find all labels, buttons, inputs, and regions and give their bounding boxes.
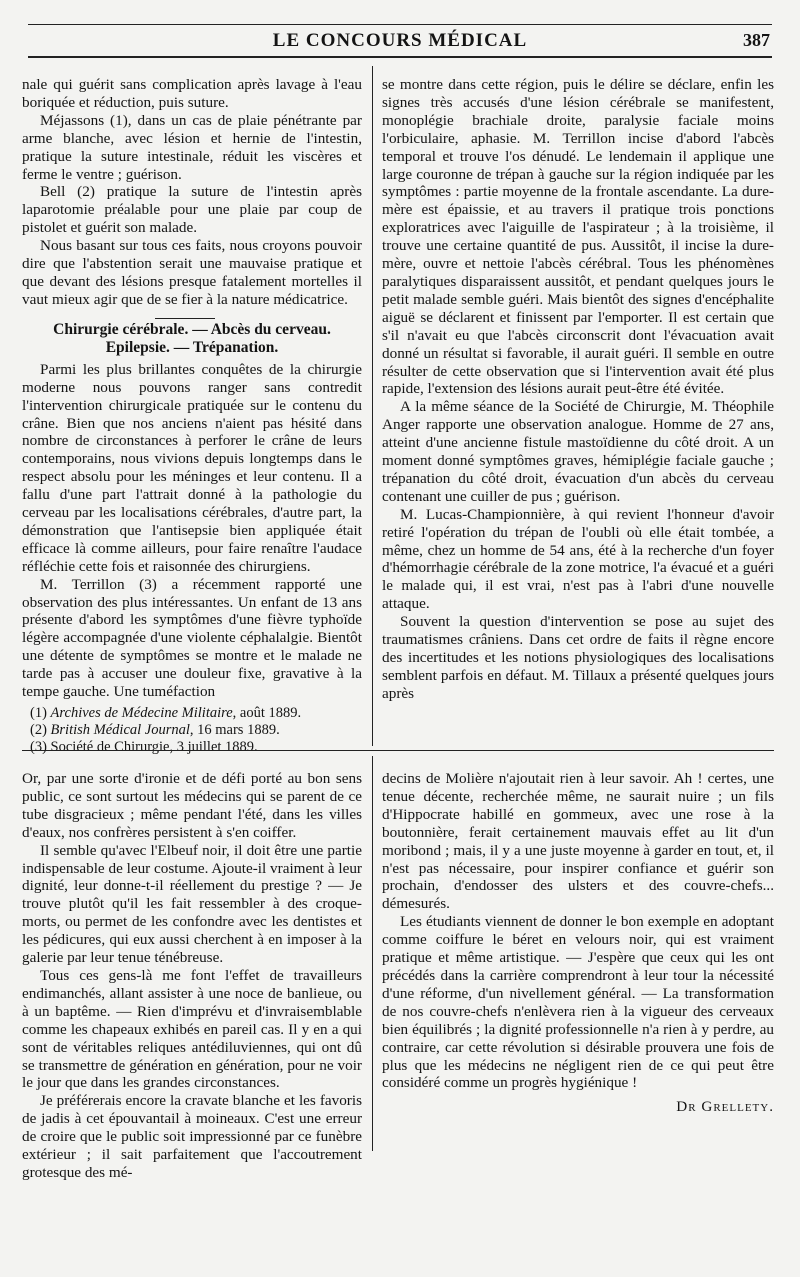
bottom-right-column (382, 770, 774, 1116)
paragraph: A la même séance de la Société de Chirurgie, M. Théophile Anger rapporte une observation analogue. Homme de 27 ans, atteint d'une ancienne fistule mastoïdienne du côté droit. A un moment donné symptômes graves, hémiplégie faciale gauche ; trépanation du côté droit, évacuation d'un abcès du cerveau contenant une cuiller de pus ; guérison. (382, 398, 774, 505)
paragraph: Tous ces gens-là me font l'effet de travailleurs endimanchés, allant assister à une noce de banlieue, ou à un baptême. — Rien d'imprévu et d'invraisemblable comme les chapeaux exhibés en pareil cas. Il y en a qui sont de véritables reliques antédiluviennes, qui ont dû se transmettre de génération en génération, pour ne voir le jour que dans les grandes circonstances. (22, 966, 362, 1092)
footnote-2 (22, 722, 362, 739)
footnote-1 (22, 705, 362, 722)
section-title-line: Chirurgie cérébrale. — Abcès du cerveau. (53, 320, 331, 338)
paragraph: Les étudiants viennent de donner le bon exemple en adoptant comme coiffure le béret en velours noir, qui est vraiment pratique et même artistique. — J'espère que ceux qui les ont précédés dans la carrière comprendront à leur tour la nécessité d'une réforme, d'un nivellement général. — La transformation de nos couvre-chefs n'enlèvera rien à la vigueur des cerveaux bien équilibrés ; la dignité professionnelle n'a rien à y perdre, au contraire, car cette révolution si désirable prouvera une fois de plus que les médecins ne négligent rien de ce qui peut être considéré comme un progrès hygiénique ! (382, 913, 774, 1092)
paragraph: se montre dans cette région, puis le délire se déclare, enfin les signes très accusés d'une lésion cérébrale se manifestent, monoplégie brachiale droite, paralysie faciale moins l'orbiculaire, aphasie. M. Terrillon incise d'abord l'abcès temporal et trouve l'os dénudé. Le lendemain il applique une large couronne de trépan à gauche sur la région indiquée par les symptômes : partie moyenne de la frontale ascendante. La dure-mère est épaissie, et au travers il pratique trois ponctions exploratrices avec l'aiguille de l'aspirateur ; à la troisième, il trouve une certaine quantité de pus. Aussitôt, il incise la dure-mère, ouvre et nettoie l'abcès cérébral. Tous les phénomènes paralytiques disparaissent aussitôt, et pendant quelques jours le petit malade semble guéri. Mais bientôt des signes d'encéphalite aiguë se déclarent et finissent par l'emporter. Il est certain que s'il n'avait eu que l'abcès circonscrit dont l'évacuation avait donné un résultat si favorable, il aurait guéri. Il semble en outre résulter de cette observation que si l'intervention avait été plus rapide, l'extension des lésions aurait peut-être été évitée. (382, 76, 774, 398)
journal-title: LE CONCOURS MÉDICAL (272, 30, 528, 51)
page-header (0, 30, 800, 58)
page-number: 387 (743, 30, 770, 50)
author-signature: Dr Grellety. (676, 1098, 774, 1116)
footnote-text: , août 1889. (232, 705, 302, 721)
bottom-left-column (22, 770, 362, 1182)
paragraph: Or, par une sorte d'ironie et de défi porté au bon sens public, ce sont surtout les médecins qui se parent de ce tube disgracieux ; même pendant l'été, dans les villes d'eaux, nos confrères persistent à s'en coiffer. (22, 770, 362, 841)
paragraph: nale qui guérit sans complication après lavage à l'eau boriquée et réduction, puis suture. (22, 76, 362, 111)
paragraph: decins de Molière n'ajoutait rien à leur savoir. Ah ! certes, une tenue décente, recherchée même, ne saurait nuire ; un fils d'Hippocrate habillé en gommeux, avec une rose à la boutonnière, ferait certainement mauvais effet au lit d'un moribond ; mais, il y a une juste moyenne à garder en tout, et, il n'est pas nécessaire, pour inspirer confiance et guérir son prochain, d'endosser des ulsters et des couvre-chefs... démesurés. (382, 770, 774, 913)
section-title (22, 321, 362, 357)
footnote-title: British Médical Journal (50, 722, 190, 738)
footnote-number: (3) (30, 739, 47, 755)
footnote-text: , 16 mars 1889. (189, 722, 280, 738)
section-separator (22, 750, 774, 751)
section-subtitle-line: Epilepsie. — Trépanation. (105, 338, 279, 356)
paragraph: M. Terrillon (3) a récemment rapporté une observation des plus intéressantes. Un enfant de 13 ans présente d'abord les symptômes d'une fièvre typhoïde légère accompagnée d'une violente céphalalgie. Bientôt une détente de symptômes se montre et le malade ne tarde pas à accuser une douleur fixe, gravative à la tempe gauche. Une tuméfaction (22, 575, 362, 701)
paragraph: Nous basant sur tous ces faits, nous croyons pouvoir dire que l'abstention serait une mauvaise pratique et que devant des lésions presque fatalement mortelles il vaut mieux agir que de se fier à la nature médicatrice. (22, 237, 362, 308)
paragraph: Je préférerais encore la cravate blanche et les favoris de jadis à cet épouvantail à moineaux. C'est une erreur de croire que le public soit impressionné par ce funèbre extérieur ; il sait parfaitement que l'accoutrement grotesque des mé- (22, 1092, 362, 1181)
paragraph: Parmi les plus brillantes conquêtes de la chirurgie moderne nous pouvons ranger sans contredit l'intervention chirurgicale pratiquée sur le contenu du crâne. Bien que nos anciens n'aient pas hésité dans nombre de circonstances à perforer le crâne de leurs contemporains, nous vivions depuis longtemps dans le respect absolu pour les méninges et leur contenu. Il a fallu d'une part l'attrait donné à la pathologie du cerveau par les localisations cérébrales, d'autre part, la démonstration que l'antisepsie bien appliquée était efficace là comme ailleurs, pour faire renaître l'audace réfléchie cette fois et raisonnée des chirurgiens. (22, 360, 362, 575)
top-left-column (22, 76, 362, 756)
header-rule (28, 56, 772, 58)
paragraph: M. Lucas-Championnière, à qui revient l'honneur d'avoir retiré l'opération du trépan de l'oubli où elle était tombée, a même, chez un homme de 54 ans, été à la recherche d'un foyer d'hémorrhagie cérébrale de la zone motrice, l'a évacué et a guéri le malade qui, il est vrai, n'est pas à l'abri d'une nouvelle attaque. (382, 505, 774, 613)
column-divider (372, 756, 373, 1151)
paragraph: Il semble qu'avec l'Elbeuf noir, il doit être une partie indispensable de leur costume. Ajoute-il vraiment à leur dignité, leur donne-t-il réellement du prestige ? — Je trouve plutôt qu'il les fait ressembler à des croque-morts, ou permet de les confondre avec les dentistes et les pédicures, qui eux aussi cherchent à en imposer à la galerie par leur tenue ténébreuse. (22, 841, 362, 967)
footnote-title: Archives de Médecine Militaire (50, 705, 233, 721)
footnote-text: Société de Chirurgie, 3 juillet 1889. (50, 739, 258, 755)
paragraph: Méjassons (1), dans un cas de plaie pénétrante par arme blanche, avec lésion et hernie de l'intestin, pratique la suture intestinale, réduit les viscères et ferme le ventre ; guérison. (22, 111, 362, 183)
footnote-number: (2) (30, 722, 47, 738)
top-border-rule (28, 24, 772, 25)
footnote-number: (1) (30, 705, 47, 721)
footnote-3 (22, 739, 362, 756)
top-right-column (382, 76, 774, 703)
paragraph: Bell (2) pratique la suture de l'intestin après laparotomie préalable pour une plaie par coup de pistolet et guérit son malade. (22, 183, 362, 237)
column-divider (372, 66, 373, 746)
short-divider (155, 318, 215, 319)
paragraph: Souvent la question d'intervention se pose au sujet des traumatismes crâniens. Dans cet ordre de faits il règne encore des incertitudes et les notions physiologiques des localisations semblent parfois en défaut. M. Tillaux a présenté quelques jours après (382, 613, 774, 702)
